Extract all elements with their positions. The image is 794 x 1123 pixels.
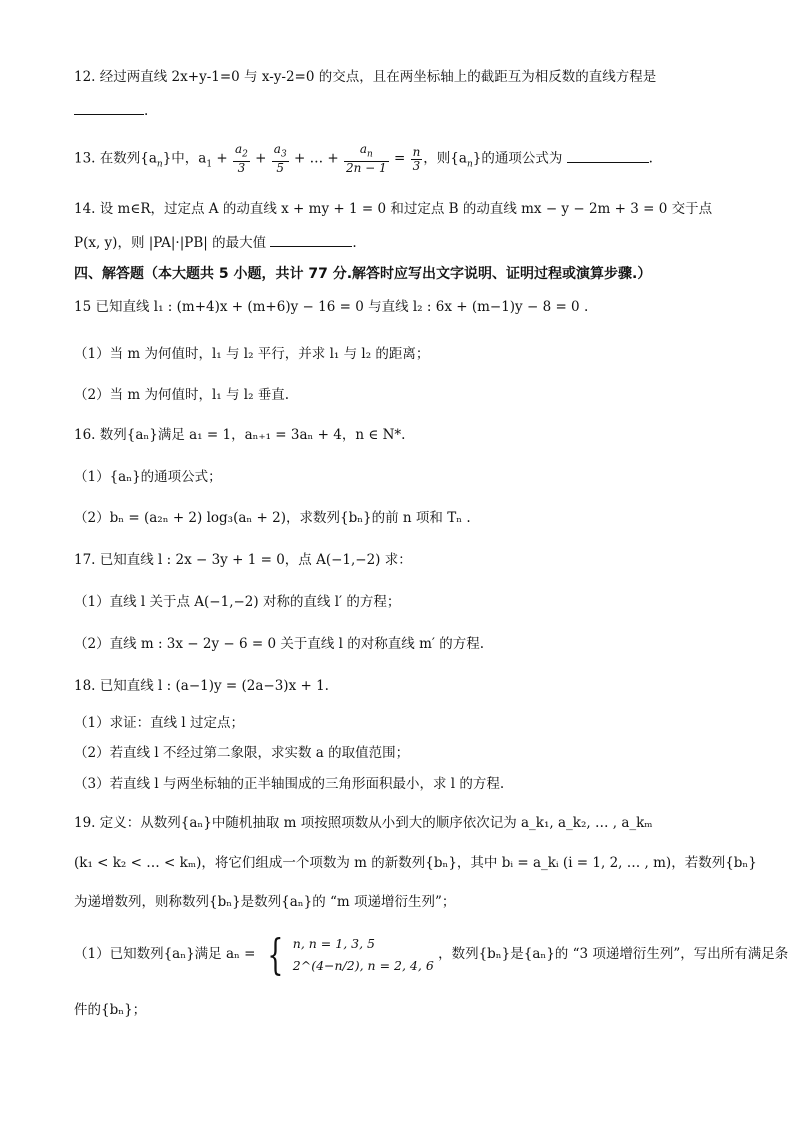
section-4-heading: 四、解答题（本大题共 5 小题，共计 77 分.解答时应写出文字说明、证明过程或演算步骤.） <box>74 266 652 282</box>
problem-16-stem: 16. 数列{aₙ}满足 a₁ = 1，aₙ₊₁ = 3aₙ + 4，n ∈ N*. <box>74 427 406 443</box>
problem-17-part-2: （2）直线 m : 3x − 2y − 6 = 0 关于直线 l 的对称直线 m′ 的方程. <box>74 636 485 652</box>
problem-19-line-3: 为递增数列，则称数列{bₙ}是数列{aₙ}的 “m 项递增衍生列”； <box>74 894 456 910</box>
answer-blank-14[interactable] <box>270 232 352 247</box>
problem-17-part-1: （1）直线 l 关于点 A(−1,−2) 对称的直线 l′ 的方程； <box>74 594 401 610</box>
problem-12-line-1: 12. 经过两直线 2x+y-1=0 与 x-y-2=0 的交点，且在两坐标轴上的截距互为相反数的直线方程是 <box>74 69 657 85</box>
problem-18-part-3: （3）若直线 l 与两坐标轴的正半轴围成的三角形面积最小，求 l 的方程. <box>74 776 505 792</box>
problem-16-part-2: （2）bₙ = (a₂ₙ + 2) log₃(aₙ + 2)，求数列{bₙ}的前 n 项和 Tₙ . <box>74 510 471 526</box>
fraction-a3-5: $\frac{a_3}{5}$ <box>273 142 287 176</box>
problem-17-stem: 17. 已知直线 l : 2x − 3y + 1 = 0，点 A(−1,−2) 求： <box>74 552 412 568</box>
problem-14-line-2: P(x, y)，则 |PA|·|PB| 的最大值 . <box>74 232 754 253</box>
problem-19-line-2: (k₁ < k₂ < … < kₘ)，将它们组成一个项数为 m 的新数列{bₙ}，其中 bᵢ = a_kᵢ (i = 1, 2, … , m)，若数列{bₙ} <box>74 855 757 871</box>
problem-12-line-2: . <box>74 100 754 121</box>
problem-15-part-2: （2）当 m 为何值时，l₁ 与 l₂ 垂直. <box>74 387 290 403</box>
problem-18-part-1: （1）求证：直线 l 过定点； <box>74 715 244 731</box>
problem-14-line-1: 14. 设 m∈R，过定点 A 的动直线 x + my + 1 = 0 和过定点 B 的动直线 mx − y − 2m + 3 = 0 交于点 <box>74 201 713 217</box>
problem-18-part-2: （2）若直线 l 不经过第二象限，求实数 a 的取值范围； <box>74 745 410 761</box>
problem-15-part-1: （1）当 m 为何值时，l₁ 与 l₂ 平行，并求 l₁ 与 l₂ 的距离； <box>74 346 430 362</box>
answer-blank-12[interactable] <box>74 100 144 115</box>
answer-blank-13[interactable] <box>567 148 649 163</box>
problem-13: 13. 在数列$\{a_n\}$中，$a_1$ + $\frac{a_2}{3}$ + $\frac{a_3}{5}$ + … + $\frac{a_n}{2n - 1}$ = $\frac{n}{3}$ ，则$\{a_n\}$的通项公式为 . <box>74 142 653 176</box>
problem-19-line-1: 19. 定义：从数列{aₙ}中随机抽取 m 项按照项数从小到大的顺序依次记为 a_k₁, a_k₂, … , a_kₘ <box>74 815 653 831</box>
problem-18-stem: 18. 已知直线 l : (a−1)y = (2a−3)x + 1. <box>74 678 329 694</box>
problem-15-stem: 15 已知直线 l₁ : (m+4)x + (m+6)y − 16 = 0 与直线 l₂ : 6x + (m−1)y − 8 = 0 . <box>74 299 589 315</box>
problem-19-part-1: （1）已知数列{aₙ}满足 aₙ = { n, n = 1, 3, 5 2^(4−n/2), n = 2, 4, 6 ，数列{bₙ}是{aₙ}的 “3 项递增衍生列”，写出所有满足条 <box>74 930 789 979</box>
left-brace-icon: { <box>267 930 284 979</box>
fraction-a2-3: $\frac{a_2}{3}$ <box>234 142 248 176</box>
piecewise-definition: { n, n = 1, 3, 5 2^(4−n/2), n = 2, 4, 6 <box>267 930 434 979</box>
problem-16-part-1: （1）{aₙ}的通项公式； <box>74 469 222 485</box>
fraction-an-2n-1: $\frac{a_n}{2n - 1}$ <box>345 142 387 176</box>
fraction-n-3: $\frac{n}{3}$ <box>412 144 421 173</box>
problem-19-part-1-line-2: 件的{bₙ}； <box>74 1002 147 1018</box>
